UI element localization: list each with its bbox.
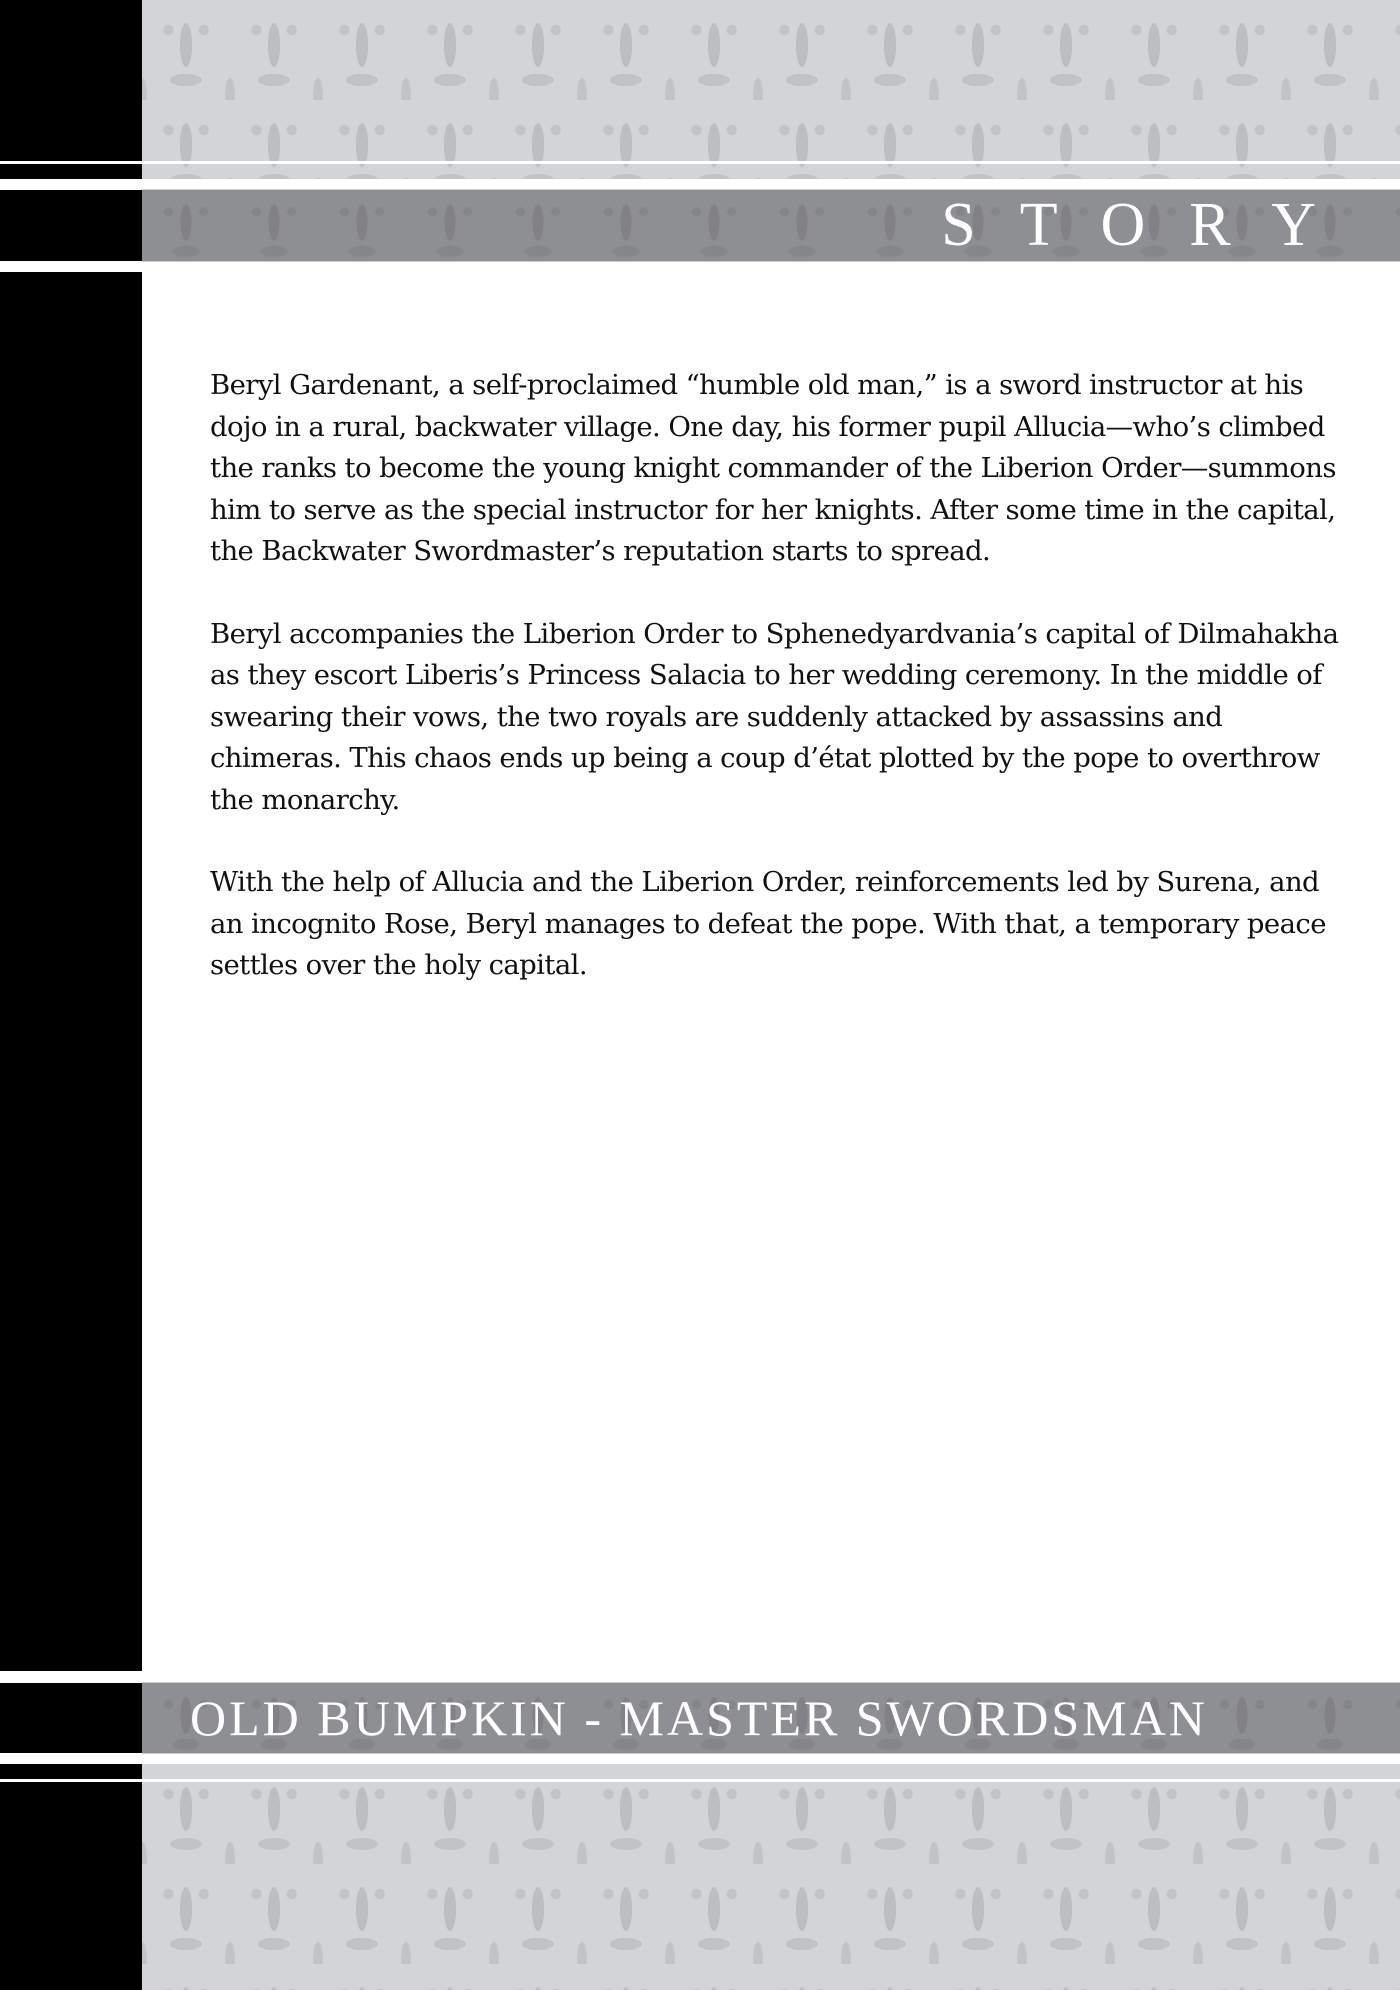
series-title: OLD BUMPKIN - MASTER SWORDSMAN [190,1690,1208,1746]
story-body [210,365,1340,1028]
story-paragraph-2: Beryl accompanies the Liberion Order to Sphenedyardvania’s capital of Dilmahakha as they escort Liberis’s Princess Salacia to her wedding ceremony. In the middle of swearing their vows, the two royals are suddenly attacked by assassins and chimeras. This chaos ends up being a coup d’état plotted by the pope to overthrow the monarchy. [210,617,1339,816]
left-black-bar-strip-bottom [0,1764,142,1779]
left-black-bar-main [0,272,142,1671]
bottom-damask-pattern [142,1764,1400,1990]
left-black-bar-header [0,190,142,261]
top-damask-pattern [142,0,1400,179]
story-paragraph-3: With the help of Allucia and the Liberion Order, reinforcements led by Surena, and an incognito Rose, Beryl manages to defeat the pope. With that, a temporary peace settles over the holy capital. [210,866,1326,981]
story-paragraph-1: Beryl Gardenant, a self-proclaimed “humble old man,” is a sword instructor at his dojo in a rural, backwater village. One day, his former pupil Allucia—who’s climbed the ranks to become the young knight commander of the Liberion Order—summons him to serve as the special instructor for her knights. After some time in the capital, the Backwater Swordmaster’s reputation starts to spread. [210,369,1336,567]
left-black-bar-footer [0,1683,142,1753]
bottom-divider-line [0,1779,1400,1782]
left-black-bar-top [0,0,142,161]
top-divider-line [0,161,1400,164]
left-black-bar-bottom [0,1782,142,1990]
section-heading: STORY [941,191,1360,259]
left-black-bar-strip [0,164,142,179]
